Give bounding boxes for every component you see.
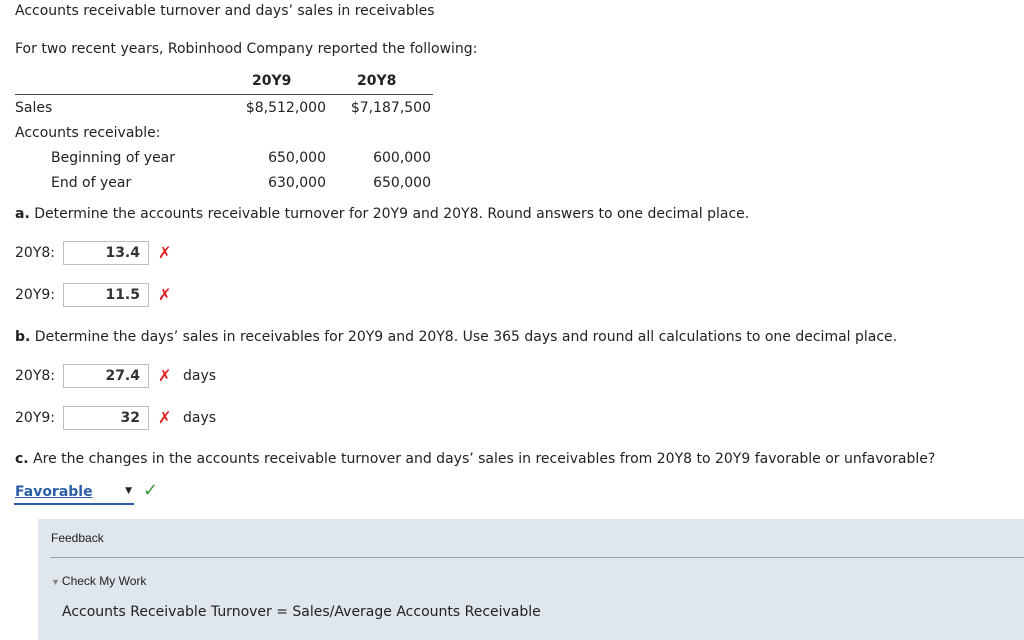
answer-a2-input[interactable]: 11.5 xyxy=(63,283,149,307)
col-header-20y8: 20Y8 xyxy=(357,73,397,89)
header-divider xyxy=(15,94,433,95)
feedback-title: Feedback xyxy=(51,531,104,545)
favorability-select[interactable] xyxy=(14,483,134,505)
row-label-accounts-receivable: Accounts receivable: xyxy=(15,125,161,141)
row-label-end: End of year xyxy=(51,175,132,191)
question-b-letter: b. xyxy=(15,329,31,345)
answer-b1-label: 20Y8: xyxy=(15,368,55,384)
answer-a1-input[interactable]: 13.4 xyxy=(63,241,149,265)
incorrect-icon: ✗ xyxy=(158,285,172,304)
row-label-beginning: Beginning of year xyxy=(51,150,176,166)
problem-intro: For two recent years, Robinhood Company reported the following: xyxy=(15,41,478,57)
favorability-select-value: Favorable xyxy=(15,484,93,500)
check-my-work-toggle[interactable] xyxy=(51,574,146,588)
answer-a2-label: 20Y9: xyxy=(15,287,55,303)
end-20y8: 650,000 xyxy=(373,175,431,191)
incorrect-icon: ✗ xyxy=(158,408,172,427)
question-c xyxy=(15,451,935,467)
question-c-letter: c. xyxy=(15,451,29,467)
end-20y9: 630,000 xyxy=(268,175,326,191)
row-label-sales: Sales xyxy=(15,100,53,116)
correct-check-icon: ✓ xyxy=(143,480,159,501)
feedback-formula: Accounts Receivable Turnover = Sales/Average Accounts Receivable xyxy=(62,604,541,620)
feedback-divider xyxy=(50,557,1024,558)
question-a xyxy=(15,206,749,222)
answer-b2-input[interactable]: 32 xyxy=(63,406,149,430)
feedback-panel xyxy=(38,519,1024,640)
incorrect-icon: ✗ xyxy=(158,366,172,385)
col-header-20y9: 20Y9 xyxy=(252,73,292,89)
question-a-text: Determine the accounts receivable turnover for 20Y9 and 20Y8. Round answers to one decimal place. xyxy=(34,206,750,222)
answer-b2-label: 20Y9: xyxy=(15,410,55,426)
triangle-down-icon: ▼ xyxy=(51,577,60,587)
answer-b1-input[interactable]: 27.4 xyxy=(63,364,149,388)
question-b xyxy=(15,329,897,345)
question-c-text: Are the changes in the accounts receivable turnover and days’ sales in receivables from 20Y8 to 20Y9 favorable or unfavorable? xyxy=(33,451,936,467)
beginning-20y9: 650,000 xyxy=(268,150,326,166)
check-my-work-label: Check My Work xyxy=(61,574,147,588)
question-b-text: Determine the days’ sales in receivables for 20Y9 and 20Y8. Use 365 days and round all calculations to one decimal place. xyxy=(34,329,898,345)
answer-b1-unit: days xyxy=(183,368,217,384)
answer-b2-unit: days xyxy=(183,410,217,426)
problem-title: Accounts receivable turnover and days’ sales in receivables xyxy=(15,3,435,19)
sales-20y9: $8,512,000 xyxy=(245,100,326,116)
chevron-down-icon: ▼ xyxy=(125,486,132,496)
answer-a1-label: 20Y8: xyxy=(15,245,55,261)
incorrect-icon: ✗ xyxy=(158,243,172,262)
sales-20y8: $7,187,500 xyxy=(350,100,431,116)
beginning-20y8: 600,000 xyxy=(373,150,431,166)
question-a-letter: a. xyxy=(15,206,30,222)
